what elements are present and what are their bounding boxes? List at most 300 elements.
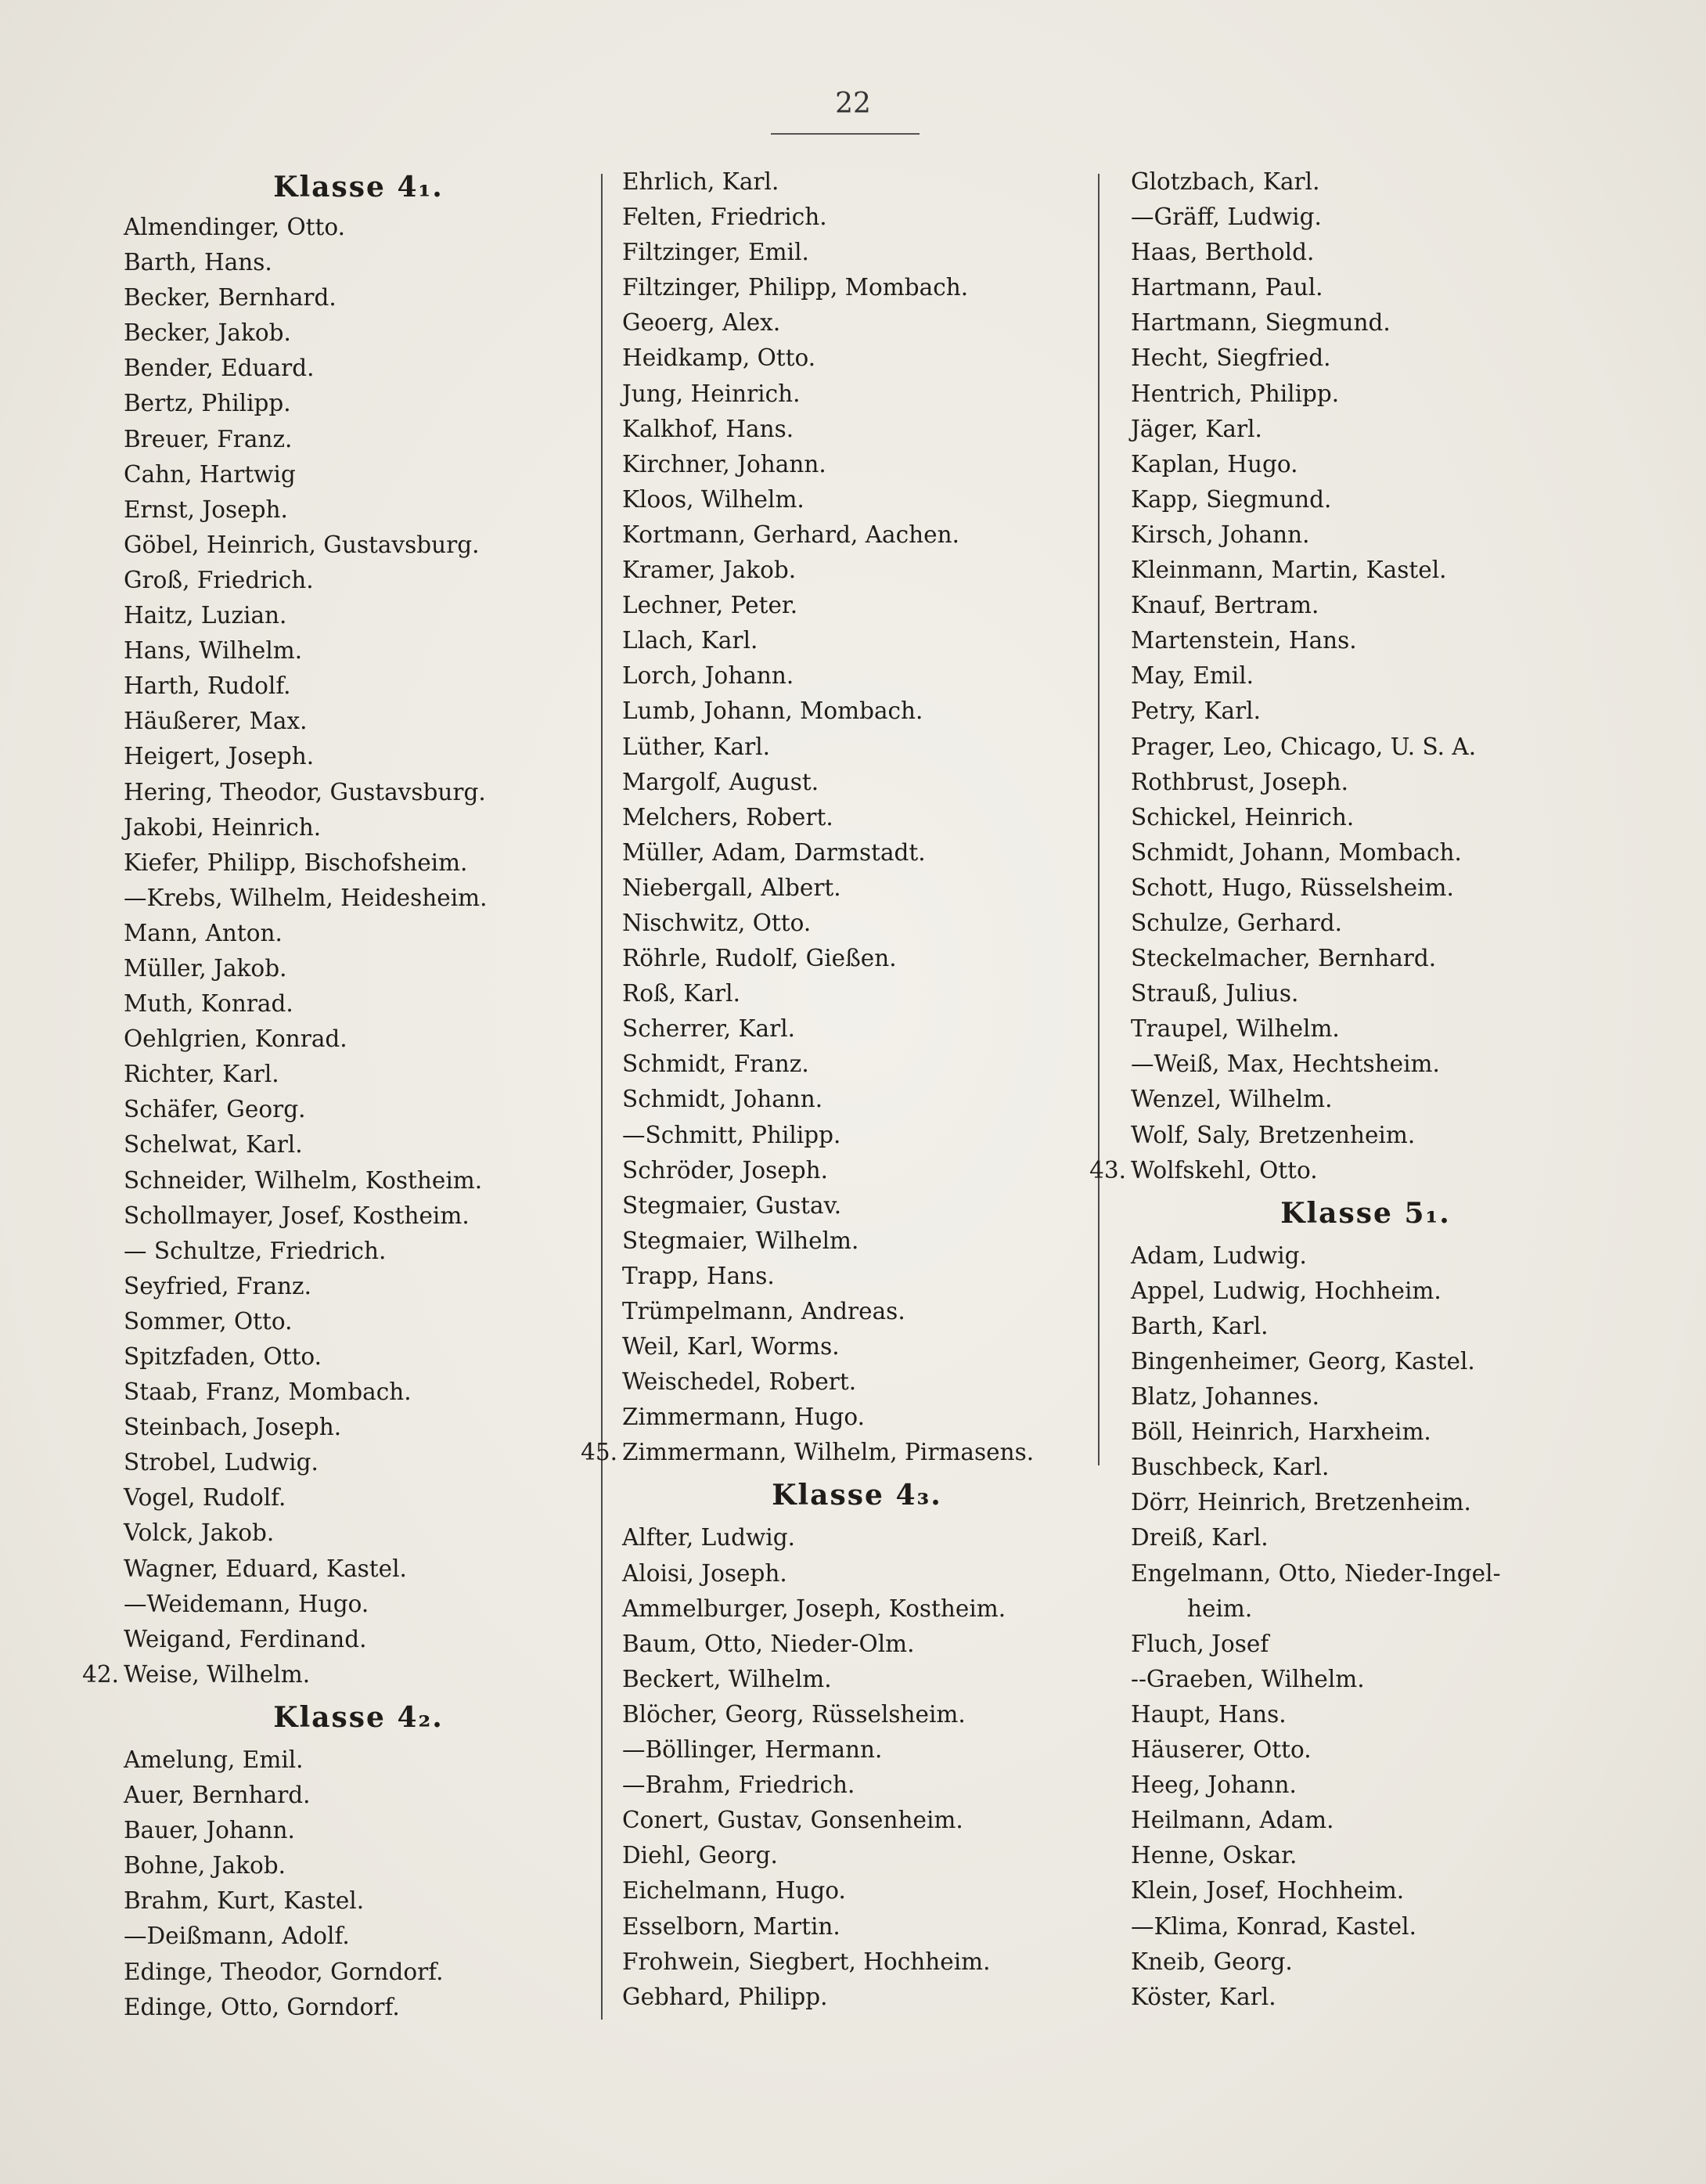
student-name: Haitz, Luzian. bbox=[124, 602, 287, 629]
list-item bbox=[1131, 270, 1600, 305]
student-name: Dreiß, Karl. bbox=[1131, 1524, 1269, 1552]
student-name: Lüther, Karl. bbox=[622, 733, 771, 760]
student-name: Müller, Jakob. bbox=[124, 954, 287, 982]
student-name: Kirsch, Johann. bbox=[1131, 521, 1310, 548]
count-number: 42. bbox=[82, 1660, 119, 1688]
student-name: Heigert, Joseph. bbox=[124, 743, 315, 770]
student-name: Blöcher, Georg, Rüsselsheim. bbox=[622, 1700, 966, 1728]
list-item bbox=[622, 906, 1092, 941]
list-item bbox=[124, 1552, 593, 1587]
student-name: Lechner, Peter. bbox=[622, 592, 798, 619]
student-name: Stegmaier, Wilhelm. bbox=[622, 1227, 859, 1254]
list-item bbox=[124, 1778, 593, 1813]
student-name: —Weiß, Max, Hechtsheim. bbox=[1131, 1051, 1440, 1078]
list-item bbox=[1131, 447, 1600, 482]
list-item bbox=[1131, 694, 1600, 729]
list-item bbox=[124, 245, 593, 280]
list-item bbox=[1131, 235, 1600, 270]
student-name: Weischedel, Robert. bbox=[622, 1368, 857, 1396]
student-name: Wolfskehl, Otto. bbox=[1131, 1156, 1318, 1184]
list-item bbox=[1131, 800, 1600, 835]
student-name: Oehlgrien, Konrad. bbox=[124, 1025, 347, 1053]
list-item bbox=[622, 1591, 1092, 1627]
student-name: Vogel, Rudolf. bbox=[124, 1484, 286, 1512]
student-name: Buschbeck, Karl. bbox=[1131, 1454, 1330, 1481]
list-item bbox=[124, 633, 593, 669]
column-divider bbox=[1098, 174, 1100, 1465]
list-item bbox=[622, 1224, 1092, 1259]
list-item bbox=[1131, 976, 1600, 1011]
list-item bbox=[124, 881, 593, 916]
student-name: Köster, Karl. bbox=[1131, 1983, 1276, 2010]
list-item bbox=[622, 658, 1092, 694]
student-name: —Gräff, Ludwig. bbox=[1131, 204, 1322, 231]
student-name: Weigand, Ferdinand. bbox=[124, 1625, 367, 1652]
list-item bbox=[124, 775, 593, 810]
student-name: Kneib, Georg. bbox=[1131, 1948, 1293, 1975]
student-name: Müller, Adam, Darmstadt. bbox=[622, 838, 926, 866]
header-rule bbox=[771, 133, 920, 135]
student-name: Schmidt, Franz. bbox=[622, 1051, 809, 1078]
list-item bbox=[1131, 553, 1600, 588]
student-name: Edinge, Theodor, Gorndorf. bbox=[124, 1958, 444, 1985]
student-name: Filtzinger, Philipp, Mombach. bbox=[622, 274, 969, 301]
list-item bbox=[622, 1980, 1092, 2015]
student-name: Stegmaier, Gustav. bbox=[622, 1191, 842, 1219]
student-name: Mann, Anton. bbox=[124, 919, 283, 946]
list-item bbox=[124, 1198, 593, 1234]
list-item bbox=[1131, 1803, 1600, 1838]
student-name: Henne, Oskar. bbox=[1131, 1842, 1297, 1869]
list-item bbox=[622, 1400, 1092, 1435]
student-name: Bertz, Philipp. bbox=[124, 390, 291, 417]
list-item bbox=[124, 951, 593, 986]
student-name: Kirchner, Johann. bbox=[622, 450, 826, 478]
student-name: Klein, Josef, Hochheim. bbox=[1131, 1877, 1405, 1905]
list-item bbox=[581, 1435, 1092, 1470]
list-item bbox=[1131, 588, 1600, 623]
student-name: Hartmann, Siegmund. bbox=[1131, 309, 1391, 337]
list-item bbox=[622, 553, 1092, 588]
student-name: Adam, Ludwig. bbox=[1131, 1242, 1307, 1269]
list-item bbox=[1131, 1873, 1600, 1908]
student-name: Lorch, Johann. bbox=[622, 662, 794, 690]
list-item bbox=[1131, 1662, 1600, 1697]
list-item bbox=[1131, 1274, 1600, 1309]
student-name: Weil, Karl, Worms. bbox=[622, 1333, 840, 1360]
list-item bbox=[124, 1515, 593, 1551]
student-name: Groß, Friedrich. bbox=[124, 566, 314, 593]
list-item bbox=[622, 1520, 1092, 1555]
student-name: Eichelmann, Hugo. bbox=[622, 1877, 846, 1905]
list-item bbox=[1131, 482, 1600, 517]
list-item bbox=[124, 845, 593, 881]
list-item bbox=[622, 1364, 1092, 1400]
list-item bbox=[622, 1803, 1092, 1838]
list-item bbox=[622, 1697, 1092, 1732]
student-name: Barth, Hans. bbox=[124, 249, 272, 276]
student-name: —Krebs, Wilhelm, Heidesheim. bbox=[124, 884, 488, 911]
list-item bbox=[124, 704, 593, 739]
student-name: Hering, Theodor, Gustavsburg. bbox=[124, 778, 486, 805]
list-item bbox=[622, 1011, 1092, 1047]
student-name: Haas, Berthold. bbox=[1131, 239, 1315, 266]
student-name: Sommer, Otto. bbox=[124, 1307, 293, 1335]
list-item bbox=[622, 765, 1092, 800]
student-name: Petry, Karl. bbox=[1131, 697, 1261, 725]
student-name: Spitzfaden, Otto. bbox=[124, 1343, 322, 1370]
student-name: Filtzinger, Emil. bbox=[622, 239, 809, 266]
list-item bbox=[622, 200, 1092, 235]
count-number: 43. bbox=[1089, 1156, 1126, 1184]
student-name: Staab, Franz, Mombach. bbox=[124, 1379, 412, 1406]
list-item bbox=[622, 1047, 1092, 1082]
list-item bbox=[622, 1188, 1092, 1224]
student-name: Wenzel, Wilhelm. bbox=[1131, 1086, 1333, 1113]
list-item bbox=[622, 1732, 1092, 1768]
list-item bbox=[1131, 305, 1600, 341]
student-name: Weise, Wilhelm. bbox=[124, 1660, 311, 1688]
student-name: Schickel, Heinrich. bbox=[1131, 803, 1355, 831]
student-name: —Böllinger, Hermann. bbox=[622, 1736, 883, 1764]
list-item bbox=[124, 598, 593, 633]
list-item bbox=[124, 1445, 593, 1480]
student-name: Häuserer, Otto. bbox=[1131, 1736, 1312, 1764]
list-item bbox=[1131, 623, 1600, 658]
list-item bbox=[82, 1657, 593, 1692]
list-item bbox=[622, 1329, 1092, 1364]
student-name: Lumb, Johann, Mombach. bbox=[622, 697, 923, 725]
list-item bbox=[1131, 1485, 1600, 1520]
student-name: Melchers, Robert. bbox=[622, 803, 833, 831]
list-item bbox=[1131, 1520, 1600, 1555]
list-item bbox=[1131, 1118, 1600, 1153]
list-item bbox=[622, 730, 1092, 765]
student-name: Bender, Eduard. bbox=[124, 355, 315, 382]
student-name: Ehrlich, Karl. bbox=[622, 168, 779, 195]
student-name: Barth, Karl. bbox=[1131, 1312, 1269, 1339]
list-item bbox=[622, 800, 1092, 835]
list-item bbox=[622, 1259, 1092, 1294]
student-name: Engelmann, Otto, Nieder-Ingel- bbox=[1131, 1559, 1501, 1587]
list-item bbox=[622, 517, 1092, 553]
student-name: Hartmann, Paul. bbox=[1131, 274, 1323, 301]
student-name: Scherrer, Karl. bbox=[622, 1015, 796, 1043]
list-item bbox=[124, 1410, 593, 1445]
student-name: Margolf, August. bbox=[622, 768, 819, 795]
student-name: Blatz, Johannes. bbox=[1131, 1383, 1319, 1411]
student-name: Heidkamp, Otto. bbox=[622, 344, 816, 372]
list-item bbox=[622, 412, 1092, 447]
student-name: Kapp, Siegmund. bbox=[1131, 485, 1332, 513]
list-item bbox=[1131, 835, 1600, 870]
class-heading: Klasse 4₁. bbox=[273, 171, 444, 204]
list-item bbox=[1131, 658, 1600, 694]
list-item bbox=[124, 1883, 593, 1919]
list-item-continuation bbox=[1131, 1591, 1600, 1627]
list-item bbox=[124, 1234, 593, 1269]
class-heading: Klasse 5₁. bbox=[1280, 1196, 1451, 1230]
list-item bbox=[622, 341, 1092, 376]
list-item bbox=[124, 1622, 593, 1657]
list-item bbox=[1089, 1153, 1600, 1188]
student-name: Schollmayer, Josef, Kostheim. bbox=[124, 1202, 470, 1229]
list-item bbox=[1131, 164, 1600, 200]
list-item bbox=[622, 1909, 1092, 1944]
student-name: Becker, Jakob. bbox=[124, 319, 291, 347]
list-item bbox=[124, 1127, 593, 1162]
student-name: Strauß, Julius. bbox=[1131, 980, 1299, 1007]
list-item bbox=[1131, 1415, 1600, 1450]
list-item bbox=[622, 1662, 1092, 1697]
student-name: Nischwitz, Otto. bbox=[622, 909, 812, 936]
student-name: Zimmermann, Wilhelm, Pirmasens. bbox=[622, 1439, 1035, 1466]
list-item bbox=[124, 457, 593, 492]
student-name: Muth, Konrad. bbox=[124, 990, 293, 1018]
student-name: Kortmann, Gerhard, Aachen. bbox=[622, 521, 959, 548]
student-name: Glotzbach, Karl. bbox=[1131, 168, 1320, 195]
student-name: Hans, Wilhelm. bbox=[124, 637, 303, 665]
student-name: Kloos, Wilhelm. bbox=[622, 485, 804, 513]
student-name: Almendinger, Otto. bbox=[124, 214, 345, 240]
student-name: Ernst, Joseph. bbox=[124, 496, 288, 523]
student-name: Böll, Heinrich, Harxheim. bbox=[1131, 1418, 1431, 1446]
list-item bbox=[1131, 1238, 1600, 1274]
student-name: Kleinmann, Martin, Kastel. bbox=[1131, 557, 1447, 584]
list-item bbox=[622, 1627, 1092, 1662]
student-name: Dörr, Heinrich, Bretzenheim. bbox=[1131, 1489, 1471, 1516]
list-item bbox=[1131, 941, 1600, 976]
student-name: Brahm, Kurt, Kastel. bbox=[124, 1887, 365, 1915]
list-item bbox=[622, 694, 1092, 729]
student-name: Llach, Karl. bbox=[622, 627, 758, 654]
student-name: Amelung, Emil. bbox=[124, 1746, 304, 1773]
list-item bbox=[622, 835, 1092, 870]
student-name: Ammelburger, Joseph, Kostheim. bbox=[622, 1595, 1006, 1622]
list-item bbox=[124, 1304, 593, 1339]
student-name: Kaplan, Hugo. bbox=[1131, 450, 1298, 478]
list-item bbox=[622, 870, 1092, 906]
student-name: Felten, Friedrich. bbox=[622, 204, 827, 231]
list-item bbox=[124, 1587, 593, 1622]
list-item bbox=[124, 528, 593, 563]
student-name: Häußerer, Max. bbox=[124, 708, 308, 735]
list-item bbox=[1131, 341, 1600, 376]
list-item bbox=[622, 1153, 1092, 1188]
student-name: Steinbach, Joseph. bbox=[124, 1414, 342, 1441]
student-name: Volck, Jakob. bbox=[124, 1519, 275, 1547]
list-item bbox=[124, 1955, 593, 1990]
list-item bbox=[1131, 517, 1600, 553]
list-item bbox=[622, 447, 1092, 482]
list-item bbox=[622, 1873, 1092, 1908]
list-item bbox=[1131, 870, 1600, 906]
list-item bbox=[1131, 1556, 1600, 1591]
list-item bbox=[124, 1990, 593, 2025]
list-item bbox=[124, 210, 593, 245]
list-item bbox=[622, 1768, 1092, 1803]
list-item bbox=[124, 916, 593, 951]
list-item bbox=[622, 270, 1092, 305]
student-name: Bohne, Jakob. bbox=[124, 1852, 286, 1879]
student-name: Bauer, Johann. bbox=[124, 1817, 295, 1844]
list-item bbox=[124, 1339, 593, 1375]
list-item bbox=[124, 386, 593, 421]
list-item bbox=[1131, 1082, 1600, 1117]
student-name: Trapp, Hans. bbox=[622, 1262, 775, 1289]
column-right bbox=[1089, 164, 1600, 2015]
list-item bbox=[1131, 1768, 1600, 1803]
student-name: Harth, Rudolf. bbox=[124, 672, 291, 700]
student-name: Esselborn, Martin. bbox=[622, 1912, 840, 1940]
student-name: Hentrich, Philipp. bbox=[1131, 380, 1340, 407]
student-name: Breuer, Franz. bbox=[124, 425, 293, 452]
list-item bbox=[1131, 1838, 1600, 1873]
list-item bbox=[124, 1092, 593, 1127]
student-name: Trümpelmann, Andreas. bbox=[622, 1298, 905, 1324]
student-name: Edinge, Otto, Gorndorf. bbox=[124, 1993, 400, 2020]
student-name: Beckert, Wilhelm. bbox=[622, 1665, 832, 1692]
list-item bbox=[1131, 1697, 1600, 1732]
student-name: Rothbrust, Joseph. bbox=[1131, 768, 1349, 795]
student-name: Gebhard, Philipp. bbox=[622, 1983, 828, 2010]
list-item bbox=[124, 315, 593, 351]
student-name: Cahn, Hartwig bbox=[124, 460, 296, 488]
list-item bbox=[622, 164, 1092, 200]
student-name: Jakobi, Heinrich. bbox=[124, 813, 322, 841]
list-item bbox=[622, 588, 1092, 623]
student-name: — Schultze, Friedrich. bbox=[124, 1237, 387, 1264]
list-item bbox=[622, 976, 1092, 1011]
list-item bbox=[124, 563, 593, 598]
page-number: 22 bbox=[835, 88, 871, 120]
list-item bbox=[124, 1375, 593, 1410]
student-name: Steckelmacher, Bernhard. bbox=[1131, 945, 1437, 972]
list-item bbox=[622, 1118, 1092, 1153]
student-name: Baum, Otto, Nieder-Olm. bbox=[622, 1630, 915, 1657]
student-name: Richter, Karl. bbox=[124, 1061, 279, 1088]
list-item bbox=[1131, 1011, 1600, 1047]
list-item bbox=[124, 1919, 593, 1954]
list-item bbox=[124, 669, 593, 704]
column-left bbox=[82, 164, 593, 2025]
student-name: Knauf, Bertram. bbox=[1131, 592, 1319, 619]
list-item bbox=[622, 941, 1092, 976]
student-name: Jäger, Karl. bbox=[1131, 415, 1262, 442]
student-name: Auer, Bernhard. bbox=[124, 1782, 311, 1809]
list-item bbox=[1131, 1944, 1600, 1980]
student-name: Jung, Heinrich. bbox=[622, 380, 801, 407]
list-item bbox=[1131, 412, 1600, 447]
student-name: —Klima, Konrad, Kastel. bbox=[1131, 1912, 1416, 1940]
list-item bbox=[622, 1082, 1092, 1117]
student-name: Schmidt, Johann. bbox=[622, 1086, 823, 1113]
student-name: Hecht, Siegfried. bbox=[1131, 344, 1331, 372]
list-item bbox=[124, 1269, 593, 1304]
student-name: Kramer, Jakob. bbox=[622, 557, 797, 584]
student-name: Diehl, Georg. bbox=[622, 1842, 778, 1869]
student-name: Zimmermann, Hugo. bbox=[622, 1404, 865, 1431]
list-item bbox=[1131, 1450, 1600, 1485]
student-name: Roß, Karl. bbox=[622, 980, 740, 1007]
list-item bbox=[622, 1838, 1092, 1873]
student-name: Schröder, Joseph. bbox=[622, 1156, 828, 1184]
list-item bbox=[1131, 1379, 1600, 1415]
list-item bbox=[622, 623, 1092, 658]
student-name: Appel, Ludwig, Hochheim. bbox=[1131, 1277, 1441, 1304]
list-item bbox=[1131, 1909, 1600, 1944]
list-item bbox=[124, 1848, 593, 1883]
student-name: Schneider, Wilhelm, Kostheim. bbox=[124, 1166, 483, 1194]
student-name: Frohwein, Siegbert, Hochheim. bbox=[622, 1948, 991, 1975]
student-name: heim. bbox=[1187, 1595, 1253, 1622]
list-item bbox=[1131, 200, 1600, 235]
student-name: Kalkhof, Hans. bbox=[622, 415, 794, 442]
student-name: Becker, Bernhard. bbox=[124, 284, 337, 312]
list-item bbox=[124, 1163, 593, 1198]
list-item bbox=[622, 1944, 1092, 1980]
student-name: Schulze, Gerhard. bbox=[1131, 909, 1342, 936]
student-name: May, Emil. bbox=[1131, 662, 1254, 690]
list-item bbox=[124, 280, 593, 315]
student-name: Schelwat, Karl. bbox=[124, 1131, 303, 1159]
student-name: Haupt, Hans. bbox=[1131, 1700, 1287, 1728]
student-name: Röhrle, Rudolf, Gießen. bbox=[622, 945, 897, 972]
student-name: Heeg, Johann. bbox=[1131, 1771, 1297, 1799]
student-name: Heilmann, Adam. bbox=[1131, 1807, 1334, 1834]
list-item bbox=[1131, 1732, 1600, 1768]
student-name: Traupel, Wilhelm. bbox=[1131, 1015, 1340, 1043]
column-middle bbox=[581, 164, 1092, 2015]
student-name: Göbel, Heinrich, Gustavsburg. bbox=[124, 531, 480, 558]
list-item bbox=[622, 482, 1092, 517]
student-name: —Brahm, Friedrich. bbox=[622, 1771, 855, 1799]
student-name: Geoerg, Alex. bbox=[622, 309, 781, 337]
student-name: Alfter, Ludwig. bbox=[622, 1524, 796, 1552]
list-item bbox=[1131, 765, 1600, 800]
list-item bbox=[1131, 1627, 1600, 1662]
student-name: Prager, Leo, Chicago, U. S. A. bbox=[1131, 733, 1477, 760]
student-name: Aloisi, Joseph. bbox=[622, 1559, 787, 1587]
list-item bbox=[622, 235, 1092, 270]
student-name: Seyfried, Franz. bbox=[124, 1272, 311, 1299]
class-heading: Klasse 4₃. bbox=[772, 1479, 942, 1512]
list-item bbox=[1131, 1344, 1600, 1379]
list-item bbox=[124, 1813, 593, 1848]
list-item bbox=[1131, 377, 1600, 412]
list-item bbox=[1131, 1047, 1600, 1082]
student-name: --Graeben, Wilhelm. bbox=[1131, 1665, 1365, 1692]
student-name: —Weidemann, Hugo. bbox=[124, 1590, 369, 1617]
list-item bbox=[622, 305, 1092, 341]
list-item bbox=[124, 1057, 593, 1092]
student-name: Fluch, Josef bbox=[1131, 1630, 1269, 1657]
list-item bbox=[124, 422, 593, 457]
student-name: Strobel, Ludwig. bbox=[124, 1449, 319, 1476]
student-name: Schmidt, Johann, Mombach. bbox=[1131, 838, 1462, 866]
list-item bbox=[1131, 1309, 1600, 1344]
student-name: Kiefer, Philipp, Bischofsheim. bbox=[124, 849, 468, 876]
list-item bbox=[1131, 730, 1600, 765]
list-item bbox=[1131, 906, 1600, 941]
list-item bbox=[124, 1480, 593, 1515]
student-name: Niebergall, Albert. bbox=[622, 874, 841, 901]
student-name: Bingenheimer, Georg, Kastel. bbox=[1131, 1348, 1475, 1375]
student-name: Wagner, Eduard, Kastel. bbox=[124, 1555, 407, 1582]
list-item bbox=[124, 1022, 593, 1057]
list-item bbox=[622, 1556, 1092, 1591]
list-item bbox=[622, 377, 1092, 412]
